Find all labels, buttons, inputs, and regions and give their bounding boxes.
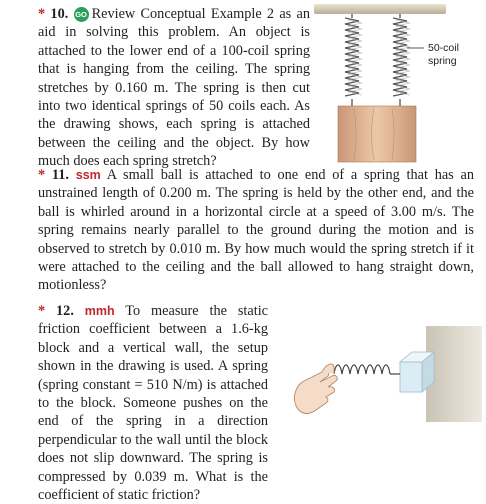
problem-12-star: * (38, 303, 46, 319)
hanging-block (338, 106, 416, 162)
problem-12-number: 12. (56, 303, 74, 319)
problem-12-text: To measure the static friction coefficient between a 1.6-kg block and a vertical wall, the setup shown in the drawing is used. A spring (spring constant = 510 N/m) is attached to the block. Someone pushes on the end of the spring in a direction perpendicular to the wall until the block does not slip downward. The spring is compressed by 0.039 m. What is the coefficient of static friction? (38, 303, 269, 504)
wall-block-figure (282, 326, 482, 422)
mmh-tag: mmh (84, 304, 115, 318)
problem-11-text: A small ball is attached to one end of a spring that has an unstrained length of 0.200 m. The spring is held by the other end, and the ball is whirled around in a horizontal circle at a speed of 3.00 m/s. The spring remains nearly parallel to the ground during the motion and is observed to stretch by 0.010 m. By how much would the spring stretch if it were attached to the ceiling and the ball allowed to hang straight down, motionless? (38, 167, 474, 294)
problem-11 (38, 166, 474, 295)
fifty-coil-spring-label: 50-coil spring (428, 42, 459, 67)
problem-12 (38, 302, 268, 504)
two-springs-figure (314, 4, 484, 164)
problem-11-number: 11. (51, 167, 69, 183)
ceiling (314, 4, 446, 14)
go-badge-icon: GO (74, 7, 89, 22)
problem-10-number: 10. (50, 6, 69, 22)
problem-10-text: Review Conceptual Example 2 as an aid in solving this problem. An object is attached to the lower end of a 100-coil spring that is hanging from the ceiling. The spring stretches by 0.160 m. The spring is then cut into two identical springs of 50 coils each. As the drawing shows, each spring is attached between the ceiling and the object. By how much does each spring stretch? (38, 6, 310, 170)
compressed-spring (334, 365, 400, 374)
problem-10-star: * (38, 6, 46, 22)
hand-icon (294, 364, 337, 413)
block (400, 352, 434, 392)
problem-11-star: * (38, 167, 46, 183)
problem-10 (38, 5, 310, 171)
ssm-tag: ssm (75, 168, 101, 182)
